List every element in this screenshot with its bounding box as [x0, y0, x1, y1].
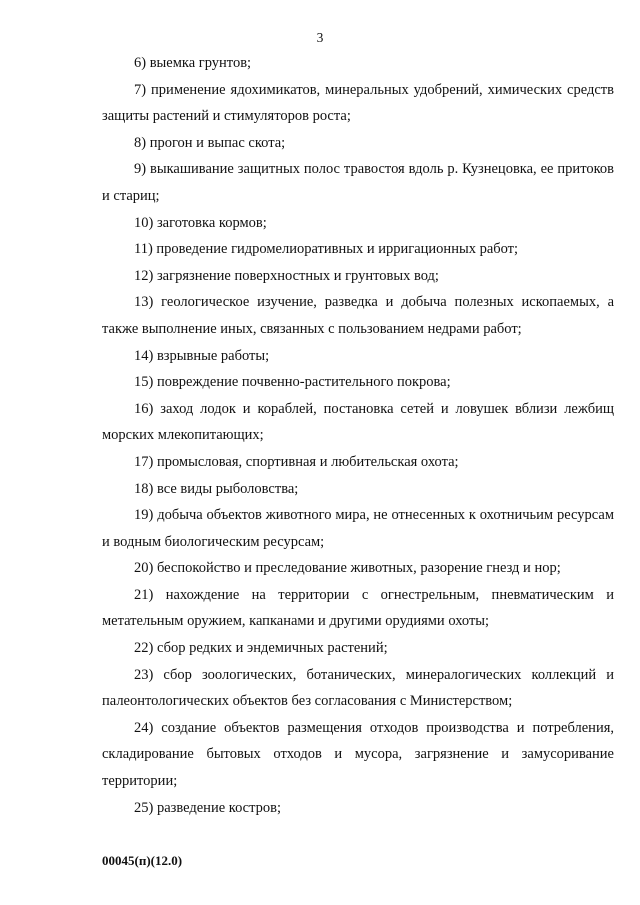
list-item: 22) сбор редких и эндемичных растений;: [134, 640, 388, 657]
list-item: 21) нахождение на территории с огнестрельным, пневматическим и метательным оружием, капканами и другими орудиями охоты;: [102, 586, 614, 630]
list-item: 15) повреждение почвенно-растительного покрова;: [134, 374, 451, 391]
list-item: 25) разведение костров;: [134, 799, 282, 816]
list-item: 23) сбор зоологических, ботанических, минералогических коллекций и палеонтологических объектов без согласования с Министерством;: [102, 666, 614, 710]
prohibited-activities-list: [102, 50, 614, 821]
list-item: 12) загрязнение поверхностных и грунтовых вод;: [134, 267, 439, 284]
list-item: 17) промысловая, спортивная и любительская охота;: [134, 453, 459, 470]
list-item: 18) все виды рыболовства;: [134, 480, 299, 497]
list-item: 16) заход лодок и кораблей, постановка сетей и ловушек вблизи лежбищ морских млекопитающих;: [102, 400, 614, 444]
document-code: 00045(п)(12.0): [102, 853, 183, 868]
list-item: 20) беспокойство и преследование животных, разорение гнезд и нор;: [134, 560, 561, 577]
list-item: 19) добыча объектов животного мира, не отнесенных к охотничьим ресурсам и водным биологическим ресурсам;: [102, 507, 614, 550]
list-item: 8) прогон и выпас скота;: [134, 134, 286, 151]
page-number: 3: [316, 30, 324, 45]
list-item: 14) взрывные работы;: [134, 347, 270, 364]
list-item: 7) применение ядохимикатов, минеральных удобрений, химических средств защиты растений и стимуляторов роста;: [102, 81, 614, 125]
list-item: 9) выкашивание защитных полос травостоя вдоль р. Кузнецовка, ее притоков и стариц;: [102, 161, 614, 204]
list-item: 10) заготовка кормов;: [134, 214, 267, 231]
list-item: 13) геологическое изучение, разведка и добыча полезных ископаемых, а также выполнение иных, связанных с пользованием недрами работ;: [102, 294, 614, 337]
list-item: 24) создание объектов размещения отходов производства и потребления, складирование бытовых отходов и мусора, загрязнение и замусоривание территории;: [102, 719, 614, 790]
list-item: 6) выемка грунтов;: [134, 55, 252, 71]
list-item: 11) проведение гидромелиоративных и ирригационных работ;: [134, 241, 519, 258]
